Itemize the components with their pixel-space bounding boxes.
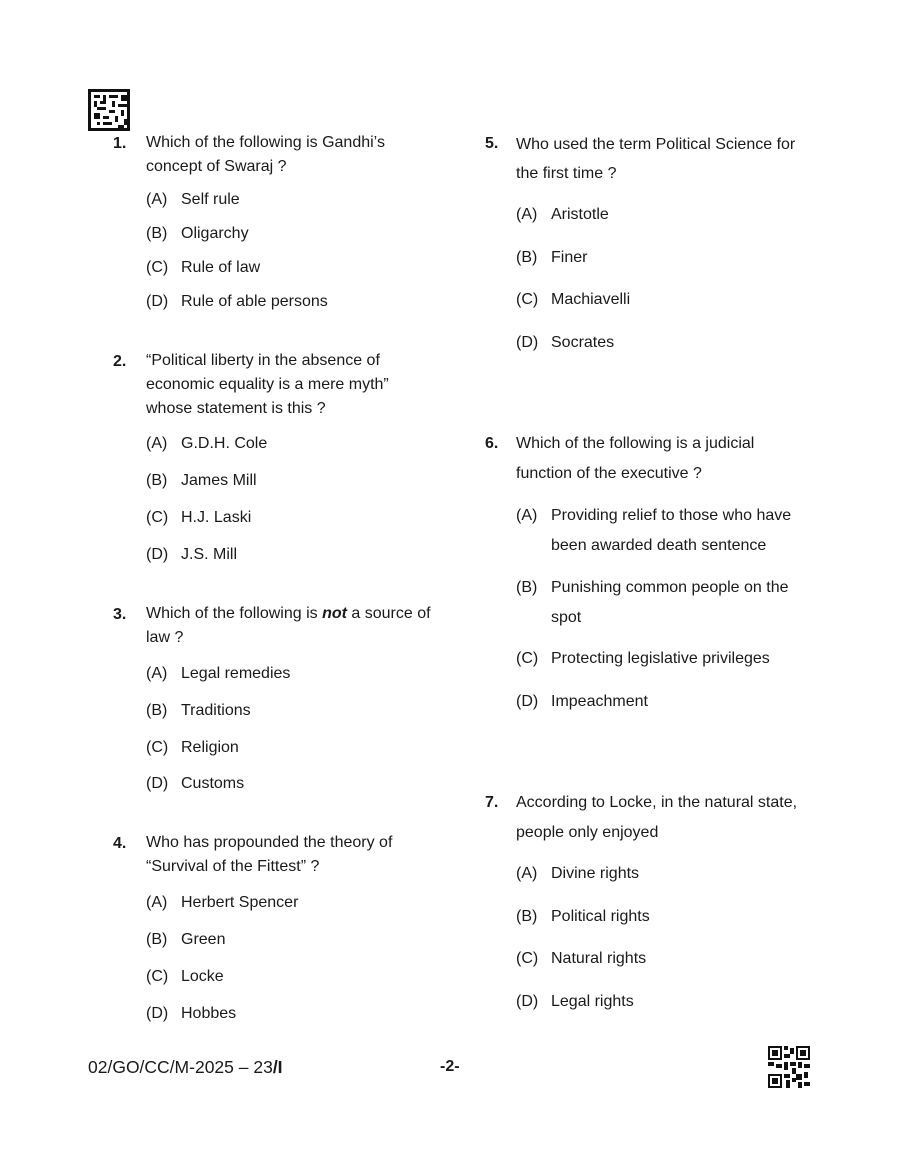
page-number: -2-	[440, 1058, 460, 1075]
option-text: Impeachment	[551, 693, 648, 710]
option-label: (C)	[146, 739, 169, 756]
option-label: (C)	[146, 259, 169, 276]
question-3-emphasis: not	[322, 605, 347, 622]
question-3-text-after: a source of law ?	[146, 605, 431, 646]
option-text: Aristotle	[551, 206, 609, 223]
question-6-option-d[interactable]	[516, 690, 648, 714]
option-label: (B)	[516, 579, 538, 596]
question-7-option-d[interactable]	[516, 990, 634, 1014]
option-text: James Mill	[181, 472, 257, 489]
option-text: Socrates	[551, 334, 615, 351]
question-4-option-b[interactable]	[146, 928, 225, 952]
option-label: (B)	[146, 472, 168, 489]
question-6-option-c[interactable]	[516, 647, 770, 671]
option-label: (D)	[516, 693, 539, 710]
option-label: (D)	[146, 293, 169, 310]
paper-code-suffix: /I	[272, 1057, 283, 1077]
qr-code-bottom	[768, 1046, 810, 1088]
option-text: Finer	[551, 249, 588, 266]
question-1-option-d[interactable]	[146, 290, 328, 314]
question-7-number: 7.	[485, 794, 499, 811]
question-7-option-b[interactable]	[516, 905, 650, 929]
option-text: Protecting legislative privileges	[551, 650, 770, 667]
option-label: (B)	[516, 249, 538, 266]
option-text: Hobbes	[181, 1005, 237, 1022]
question-5-option-b[interactable]	[516, 246, 587, 270]
paper-code	[88, 1057, 283, 1078]
question-3-option-c[interactable]	[146, 736, 239, 760]
question-3-option-a[interactable]	[146, 662, 290, 686]
option-label: (A)	[146, 191, 168, 208]
question-5-option-a[interactable]	[516, 203, 609, 227]
option-label: (A)	[146, 435, 168, 452]
option-label: (B)	[516, 908, 538, 925]
option-label: (B)	[146, 225, 168, 242]
option-text: Traditions	[181, 702, 251, 719]
question-3-number: 3.	[113, 606, 127, 623]
question-3-text-before: Which of the following is	[146, 605, 323, 622]
option-text: Locke	[181, 968, 224, 985]
option-text: J.S. Mill	[181, 546, 237, 563]
option-text: Customs	[181, 775, 245, 792]
option-label: (D)	[146, 775, 169, 792]
paper-code-prefix: 02/GO/CC/M-2025 – 23	[88, 1057, 273, 1077]
question-2-option-b[interactable]	[146, 469, 257, 493]
question-2-option-c[interactable]	[146, 506, 251, 530]
option-text: Self rule	[181, 191, 240, 208]
question-3-option-b[interactable]	[146, 699, 251, 723]
option-label: (C)	[146, 968, 169, 985]
question-4-option-a[interactable]	[146, 891, 298, 915]
option-label: (A)	[516, 865, 538, 882]
question-5-option-c[interactable]	[516, 288, 630, 312]
question-6-option-a[interactable]	[516, 501, 796, 561]
option-label: (A)	[516, 206, 538, 223]
option-text: G.D.H. Cole	[181, 435, 268, 452]
question-4-text: Who has propounded the theory of “Survival of the Fittest” ?	[146, 834, 393, 875]
option-label: (A)	[146, 665, 168, 682]
option-label: (A)	[516, 507, 538, 524]
option-text: Herbert Spencer	[181, 894, 299, 911]
option-text: Religion	[181, 739, 239, 756]
question-1-option-a[interactable]	[146, 188, 240, 212]
option-label: (C)	[516, 650, 539, 667]
option-label: (D)	[146, 1005, 169, 1022]
option-label: (D)	[516, 334, 539, 351]
question-5-option-d[interactable]	[516, 331, 614, 355]
question-6-option-b[interactable]	[516, 573, 796, 633]
question-1-option-b[interactable]	[146, 222, 249, 246]
option-text: Rule of able persons	[181, 293, 328, 310]
question-6-text: Which of the following is a judicial function of the executive ?	[516, 435, 755, 482]
question-1-number: 1.	[113, 135, 127, 152]
question-7-option-a[interactable]	[516, 862, 639, 886]
option-text: Legal rights	[551, 993, 634, 1010]
option-text: Divine rights	[551, 865, 640, 882]
question-7-option-c[interactable]	[516, 947, 646, 971]
question-3-text	[146, 602, 441, 650]
question-2-number: 2.	[113, 353, 127, 370]
option-label: (C)	[516, 950, 539, 967]
question-3-option-d[interactable]	[146, 772, 244, 796]
question-1-text: Which of the following is Gandhi’s concept of Swaraj ?	[146, 134, 385, 175]
option-text: Green	[181, 931, 226, 948]
option-label: (C)	[146, 509, 169, 526]
question-1-option-c[interactable]	[146, 256, 260, 280]
question-5-number: 5.	[485, 135, 499, 152]
option-text: Natural rights	[551, 950, 647, 967]
option-label: (C)	[516, 291, 539, 308]
qr-code-top	[88, 89, 130, 131]
question-2-option-a[interactable]	[146, 432, 267, 456]
question-4-option-d[interactable]	[146, 1002, 236, 1026]
option-label: (B)	[146, 931, 168, 948]
option-text: Oligarchy	[181, 225, 249, 242]
option-text: Providing relief to those who have been awarded death sentence	[551, 507, 792, 554]
question-4-number: 4.	[113, 835, 127, 852]
option-label: (A)	[146, 894, 168, 911]
option-text: Machiavelli	[551, 291, 631, 308]
question-7-text: According to Locke, in the natural state, people only enjoyed	[516, 794, 798, 841]
option-label: (D)	[146, 546, 169, 563]
option-label: (B)	[146, 702, 168, 719]
option-text: Rule of law	[181, 259, 261, 276]
option-text: Legal remedies	[181, 665, 291, 682]
option-text: Punishing common people on the spot	[551, 579, 789, 626]
question-6-number: 6.	[485, 435, 499, 452]
option-label: (D)	[516, 993, 539, 1010]
option-text: H.J. Laski	[181, 509, 252, 526]
question-2-text: “Political liberty in the absence of economic equality is a mere myth” whose statement is this ?	[146, 352, 389, 417]
option-text: Political rights	[551, 908, 650, 925]
question-5-text: Who used the term Political Science for the first time ?	[516, 136, 796, 182]
question-2-option-d[interactable]	[146, 543, 237, 567]
question-4-option-c[interactable]	[146, 965, 224, 989]
